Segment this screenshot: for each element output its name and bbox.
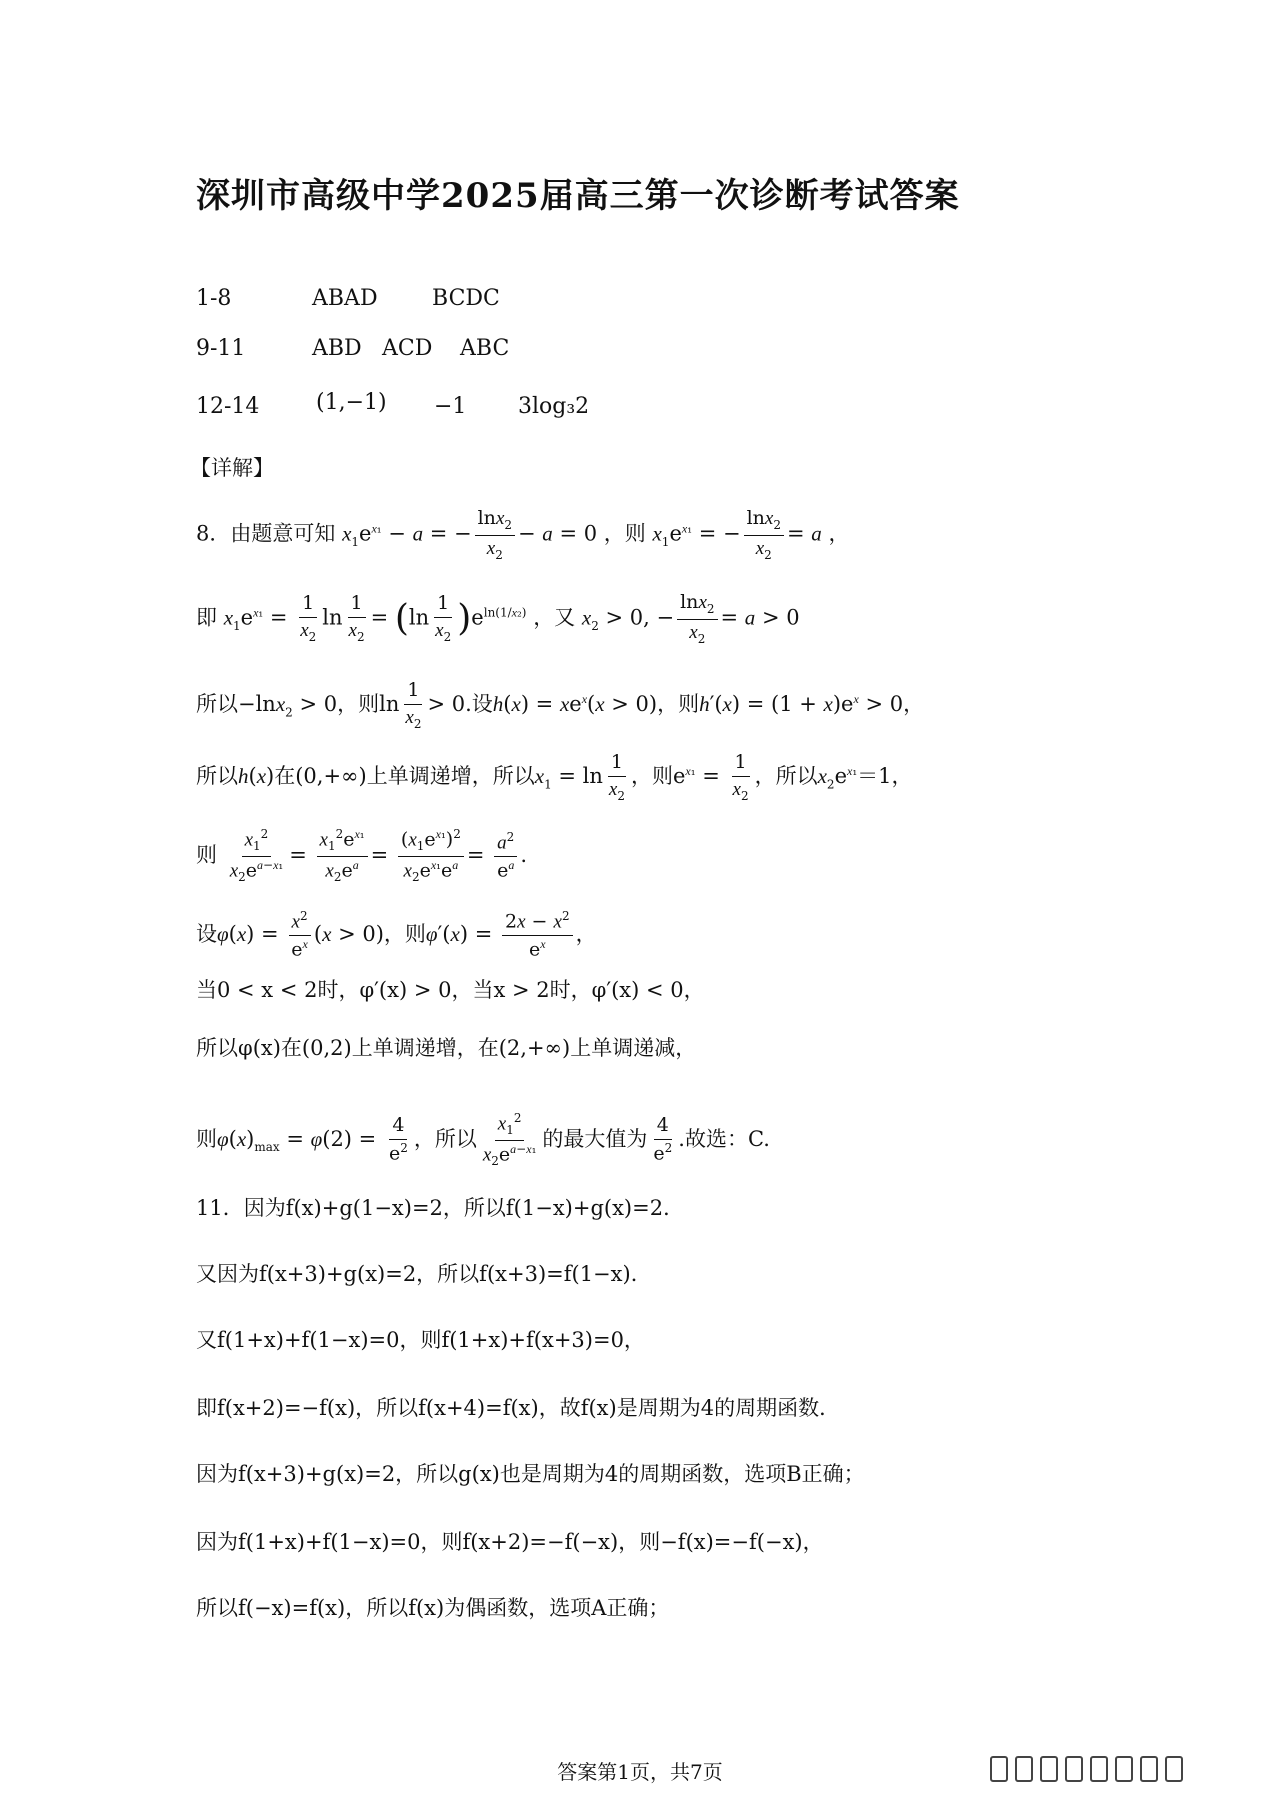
q8-line-6: 设φ(x) = $\frac{x^2}{e^x}$ (x > 0)，则φ′(x) = $\frac{2x - x^2}{e^x}$ ，: [196, 909, 597, 961]
q11-line-2: 又因为f(x+3)+g(x)=2，所以f(x+3)=f(1−x)．: [196, 1262, 652, 1286]
q11-line-7: 所以f(−x)=f(x)，所以f(x)为偶函数，选项A正确；: [196, 1596, 670, 1620]
answer-item: ACD: [382, 336, 433, 361]
detail-heading: 【详解】: [190, 456, 274, 480]
q11-line-1: 11．因为f(x)+g(1−x)=2，所以f(1−x)+g(x)=2．: [196, 1196, 685, 1220]
q11-line-4: 即f(x+2)=−f(x)，所以f(x+4)=f(x)，故f(x)是周期为4的周期函数．: [196, 1396, 841, 1420]
q8-line-2: 即 $x_1e^{x_1}$ = $\frac{1}{x_2}$ ln $\frac{1}{x_2}$ = (ln $\frac{1}{x_2}$ )$e^{ln(1/x_2)}$ ，又 $x_2 > 0$, − $\frac{\ln x_2}{x_2}$ = a > 0: [196, 591, 800, 646]
answer-range: 9-11: [196, 336, 246, 361]
q8-line-4: 所以h(x)在(0,+∞)上单调递增，所以$x_1 = \ln$ $\frac{1}{x_2}$ ，则$e^{x_1}$ = $\frac{1}{x_2}$ ，所以$x_2e^{x_1}=1$，: [196, 751, 913, 803]
q11-line-6: 因为f(1+x)+f(1−x)=0，则f(x+2)=−f(−x)，则−f(x)=−f(−x)，: [196, 1530, 824, 1554]
answer-item: −1: [434, 394, 467, 419]
q8-line-1: 8．由题意可知 $x_1e^{x_1} - a$ = − $\frac{\ln x_2}{x_2}$ − a = 0 ，则 $x_1e^{x_1}$ = − $\frac{\ln x_2}{x_2}$ = a ，: [196, 507, 850, 562]
answer-item: (1,−1): [316, 390, 387, 415]
page-title: 深圳市高级中学2025届高三第一次诊断考试答案: [196, 176, 960, 216]
answer-item: 3log₃2: [518, 394, 590, 419]
q8-line-3: 所以−lnx$_2$ > 0，则ln $\frac{1}{x_2}$ > 0.设$h(x) = xe^x(x > 0)$，则$h'(x) = (1 + x)e^x > 0$，: [196, 679, 925, 731]
answer-item: BCDC: [432, 286, 500, 311]
page-footer: 答案第1页，共7页: [557, 1760, 723, 1784]
decorative-mark: [990, 1754, 1270, 1784]
answer-item: ABC: [460, 336, 510, 361]
answer-item: ABAD: [312, 286, 378, 311]
q8-line-8: 所以φ(x)在(0,2)上单调递增，在(2,+∞)上单调递减，: [196, 1036, 697, 1060]
answer-range: 12-14: [196, 394, 260, 419]
q11-line-3: 又f(1+x)+f(1−x)=0，则f(1+x)+f(x+3)=0，: [196, 1328, 645, 1352]
q8-line-7: 当0 < x < 2时，φ′(x) > 0，当x > 2时，φ′(x) < 0，: [196, 978, 705, 1002]
q11-line-5: 因为f(x+3)+g(x)=2，所以g(x)也是周期为4的周期函数，选项B正确；: [196, 1462, 865, 1486]
q8-line-9: 则$\varphi(x)_{max} = \varphi(2)$ = $\frac{4}{e^2}$ ，所以 $\frac{x_1^2}{x_2e^{a-x_1}}$ 的最大值为 $\frac{4}{e^2}$ .故选：C.: [196, 1111, 770, 1169]
answer-range: 1-8: [196, 286, 232, 311]
answer-item: ABD: [312, 336, 362, 361]
q8-line-5: 则 $\frac{x_1^2}{x_2e^{a-x_1}}$ = $\frac{x_1^2e^{x_1}}{x_2e^a}$ = $\frac{(x_1e^{x_1})^2}{x_2e^{x_1}e^a}$ = $\frac{a^2}{e^a}$ .: [196, 827, 528, 885]
